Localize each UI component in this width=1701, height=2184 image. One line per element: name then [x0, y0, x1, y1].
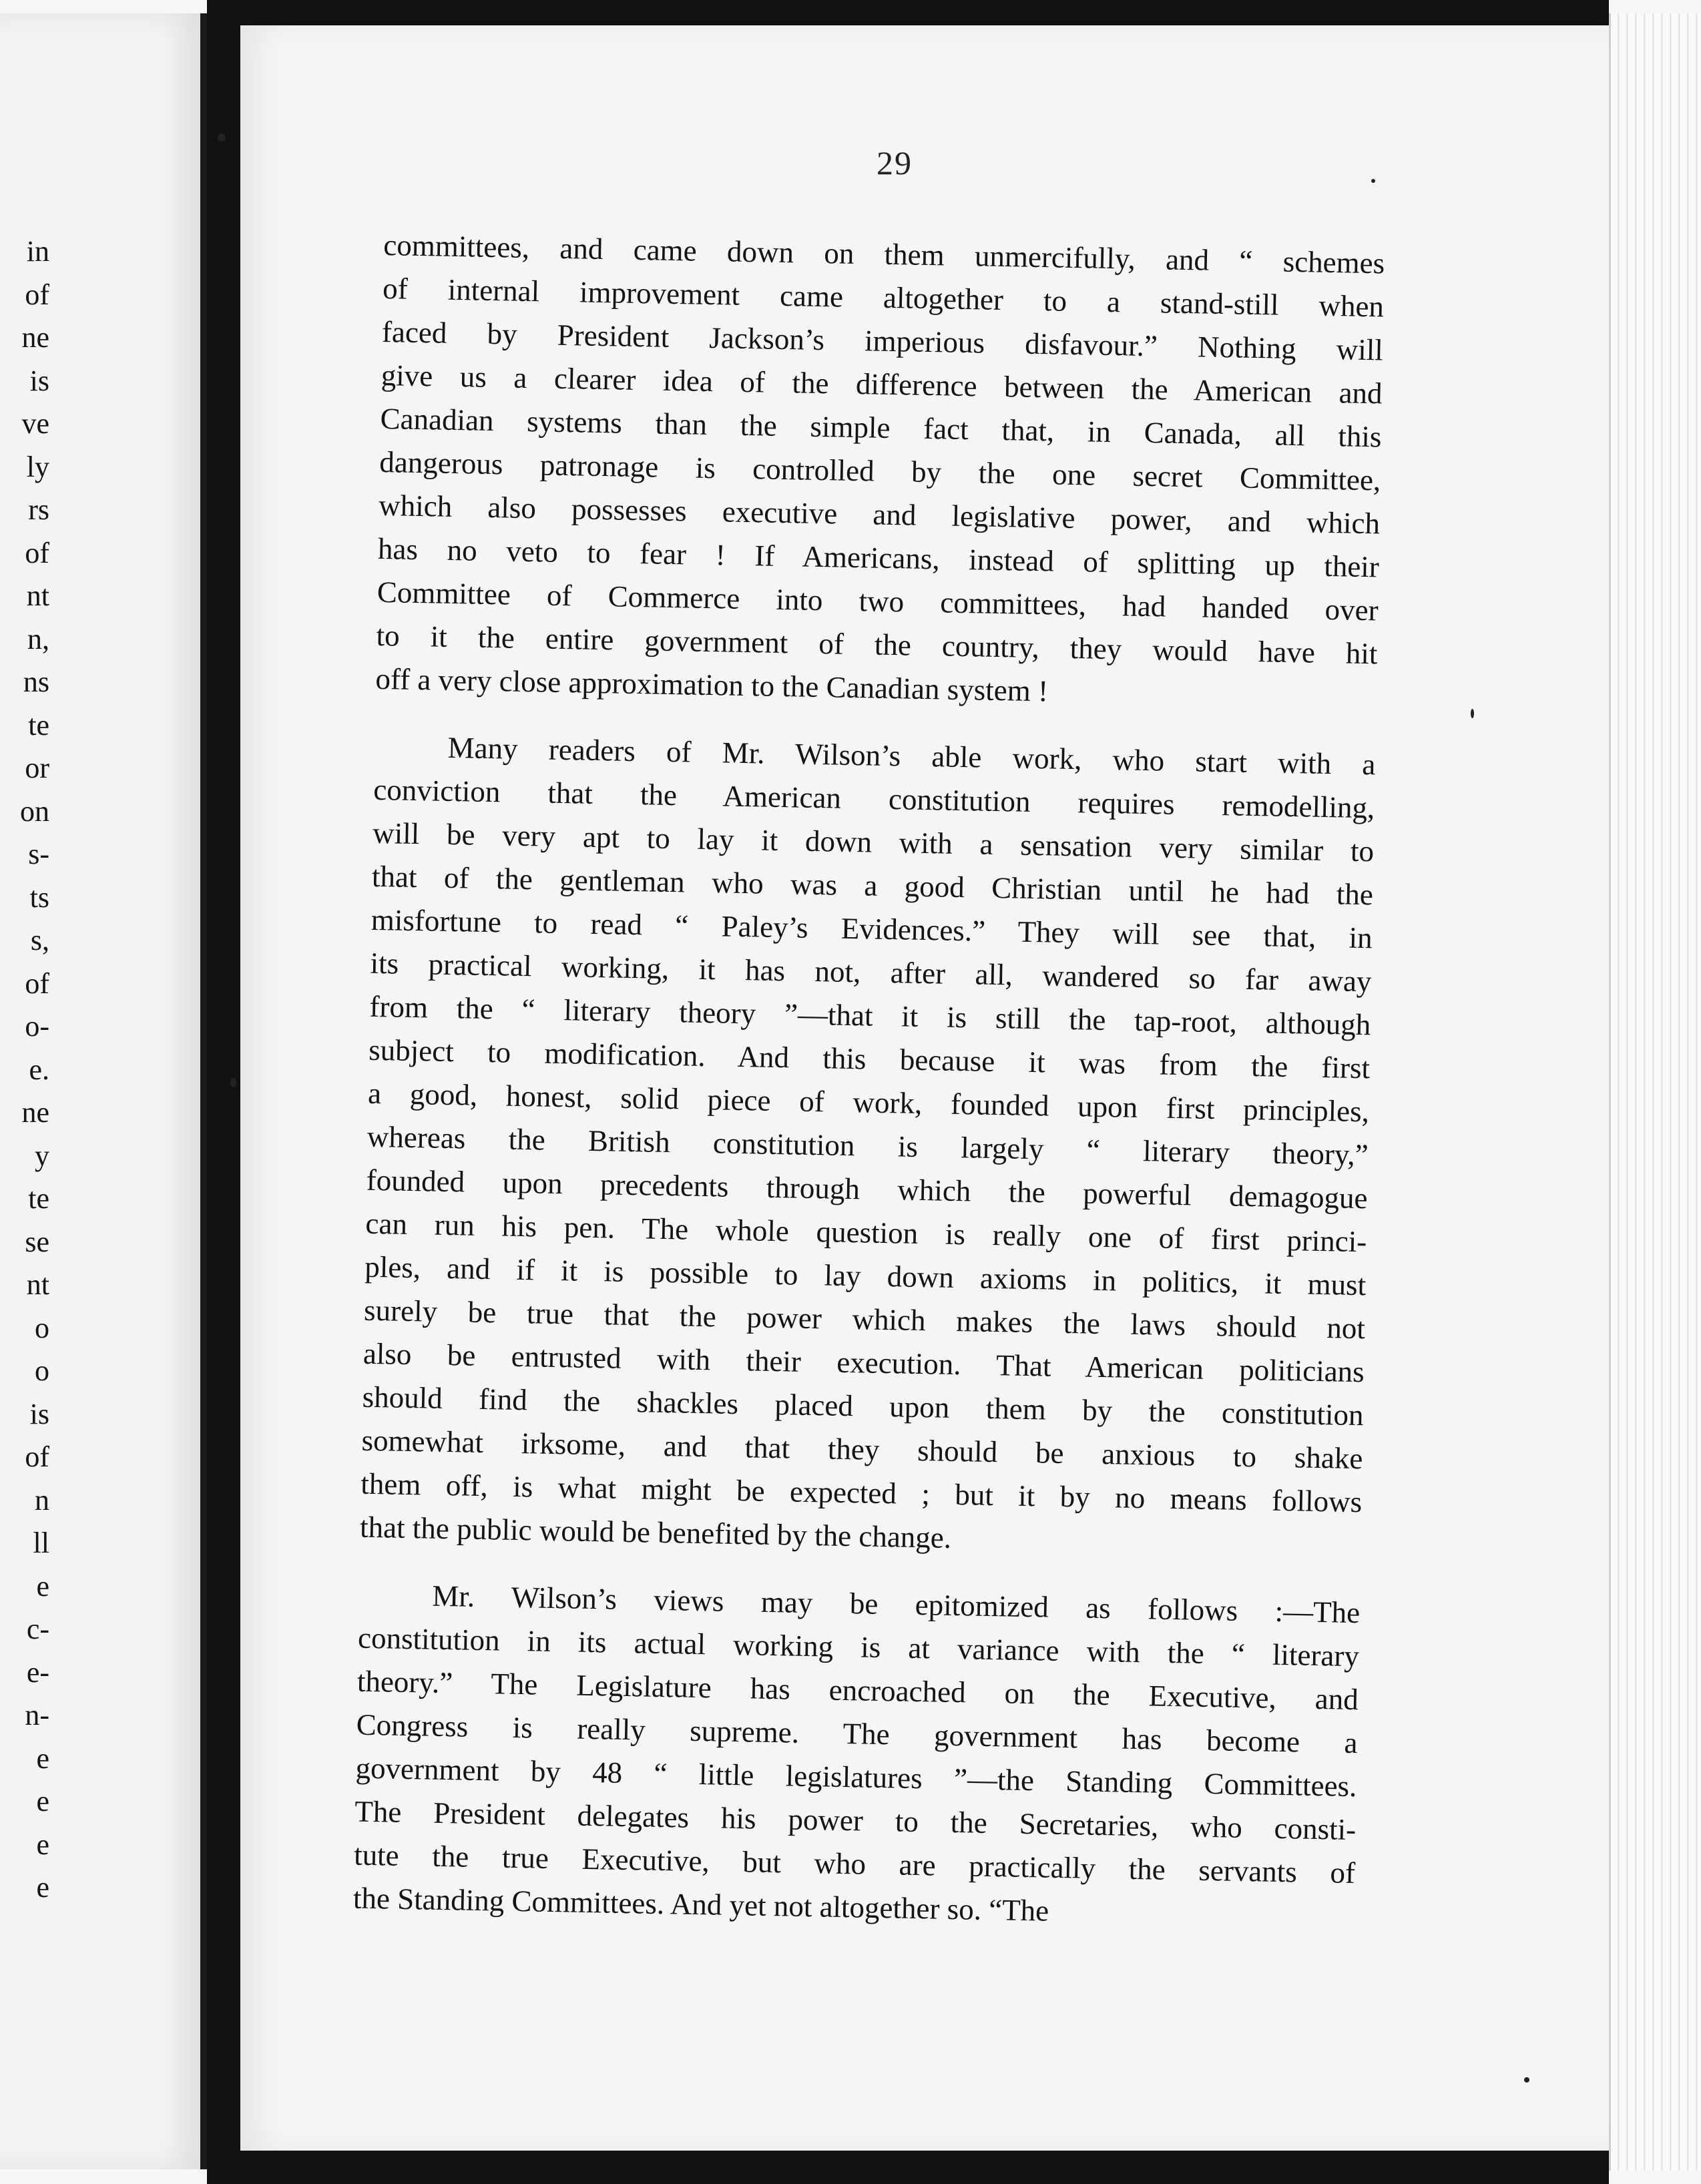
left-page-fragment: or [25, 752, 49, 784]
text-line: ples, and if it is possible to lay down axioms in politics, it must [364, 1250, 1367, 1302]
text-line: misfortune to read “ Paley’s Evidences.” They will see that, in [371, 902, 1373, 955]
left-page-line-fragments [0, 230, 53, 1910]
page-number: 29 [877, 144, 913, 182]
speck [1471, 709, 1474, 718]
text-line: dangerous patronage is controlled by the one secret Committee, [379, 445, 1381, 497]
text-line: also be entrusted with their execution. That American politicians [362, 1336, 1365, 1389]
text-line: whereas the British constitution is largely “ literary theory,” [367, 1119, 1369, 1172]
text-line: somewhat irksome, and that they should be anxious to shake [361, 1423, 1363, 1476]
left-page-fragment: te [28, 708, 49, 742]
text-line: constitution in its actual working is at variance with the “ literary [357, 1621, 1360, 1673]
left-page-fragment: s, [30, 924, 49, 957]
text-line: theory.” The Legislature has encroached on the Executive, and [356, 1664, 1359, 1717]
paragraph [360, 725, 1376, 1567]
speck [230, 1078, 236, 1087]
left-page-fragment: ly [26, 450, 49, 483]
top-edge-shadow [240, 0, 1609, 25]
left-page-fragment: s- [28, 838, 49, 870]
body-text [352, 224, 1385, 1962]
left-page-fragment: o [35, 1311, 49, 1344]
left-page-fragment: e [36, 1569, 49, 1603]
left-page-fragment: of [25, 536, 49, 569]
text-line: off a very close approximation to the Canadian system ! [375, 661, 1049, 708]
text-line: committees, and came down on them unmercifully, and “ schemes [383, 228, 1385, 280]
left-page-fragment: n [35, 1483, 49, 1517]
left-facing-page [0, 13, 207, 2169]
left-page-fragment: on [20, 794, 49, 828]
text-line: Many readers of Mr. Wilson’s able work, who start with a [447, 730, 1376, 782]
text-line: The President delegates his power to the Secretaries, who consti- [354, 1794, 1357, 1847]
speck [1524, 2077, 1529, 2083]
text-line: government by 48 “ little legislatures ”—the Standing Committees. [355, 1751, 1357, 1804]
left-page-fragment: e [36, 1785, 49, 1818]
text-line: Congress is really supreme. The government has become a [356, 1707, 1358, 1760]
text-line: faced by President Jackson’s imperious disfavour.” Nothing will [381, 314, 1384, 367]
text-line: its practical working, it has not, after all, wandered so far away [370, 946, 1372, 999]
text-line: can run his pen. The whole question is really one of first princi- [365, 1206, 1367, 1259]
left-page-fragment: in [26, 235, 49, 268]
left-page-fragment: ne [21, 321, 49, 354]
left-page-fragment: y [35, 1139, 49, 1172]
text-line: to it the entire government of the country, they would have hit [376, 618, 1378, 671]
book-gutter [207, 0, 240, 2184]
bottom-edge-shadow [240, 2151, 1609, 2184]
left-page-fragment: nt [26, 1268, 49, 1301]
left-page-fragment: e [36, 1871, 49, 1904]
speck [1371, 179, 1375, 183]
left-page-fragment: o [35, 1354, 49, 1387]
text-line: tute the true Executive, but who are practically the servants of [353, 1838, 1356, 1890]
text-line: which also possesses executive and legislative power, and which [378, 488, 1381, 541]
text-line: should find the shackles placed upon them by the constitution [362, 1380, 1364, 1432]
text-line: Committee of Commerce into two committees, had handed over [377, 575, 1379, 627]
text-line: Mr. Wilson’s views may be epitomized as follows :—The [431, 1579, 1361, 1630]
text-line: give us a clearer idea of the difference between the American and [381, 358, 1383, 411]
text-line: surely be true that the power which makes the laws should not [363, 1293, 1366, 1346]
text-line: Canadian systems than the simple fact that, in Canada, all this [380, 401, 1382, 454]
left-page-fragment: of [25, 967, 49, 1000]
left-page-fragment: o- [25, 1010, 49, 1043]
text-line: that of the gentleman who was a good Christian until he had the [371, 859, 1374, 912]
left-page-fragment: e. [29, 1053, 49, 1086]
left-page-fragment: ne [21, 1096, 49, 1129]
text-line: from the “ literary theory ”—that it is still the tap-root, although [369, 989, 1371, 1042]
text-line: of internal improvement came altogether to a stand-still when [382, 271, 1385, 324]
left-page-fragment: ll [33, 1527, 49, 1559]
paragraph [352, 1573, 1360, 1938]
left-page-fragment: c- [26, 1613, 49, 1645]
text-line: has no veto to fear ! If Americans, instead of splitting up their [377, 531, 1380, 584]
left-page-fragment: e- [26, 1655, 49, 1689]
left-page-fragment: rs [28, 493, 49, 526]
left-page-fragment: of [25, 1440, 49, 1473]
page-stack-edges [1609, 13, 1701, 2171]
left-page-fragment: ns [23, 665, 49, 698]
speck [218, 133, 226, 142]
text-line: subject to modification. And this because it was from the first [368, 1033, 1371, 1085]
left-page-fragment: nt [26, 579, 49, 612]
text-line: the Standing Committees. And yet not altogether so. “The [352, 1881, 1049, 1928]
left-page-fragment: e [36, 1828, 49, 1861]
paragraph [375, 224, 1385, 719]
text-line: conviction that the American constitution requires remodelling, [373, 772, 1375, 825]
text-line: that the public would be benefited by the change. [359, 1510, 952, 1555]
left-page-fragment: e [36, 1741, 49, 1775]
left-page-fragment: is [29, 1397, 49, 1430]
left-page-fragment: n, [27, 622, 49, 655]
left-page-fragment: is [29, 364, 49, 397]
left-page-fragment: n- [25, 1699, 49, 1731]
left-page-fragment: ve [21, 407, 49, 440]
text-line: a good, honest, solid piece of work, founded upon first principles, [367, 1076, 1370, 1129]
text-line: founded upon precedents through which the powerful demagogue [366, 1163, 1368, 1215]
left-page-fragment: se [25, 1225, 49, 1258]
left-page-fragment: ts [29, 880, 49, 914]
text-line: them off, is what might be expected ; but it by no means follows [360, 1466, 1363, 1519]
left-page-fragment: of [25, 278, 49, 311]
left-page-fragment: te [28, 1182, 49, 1215]
text-line: will be very apt to lay it down with a sensation very similar to [372, 816, 1375, 868]
